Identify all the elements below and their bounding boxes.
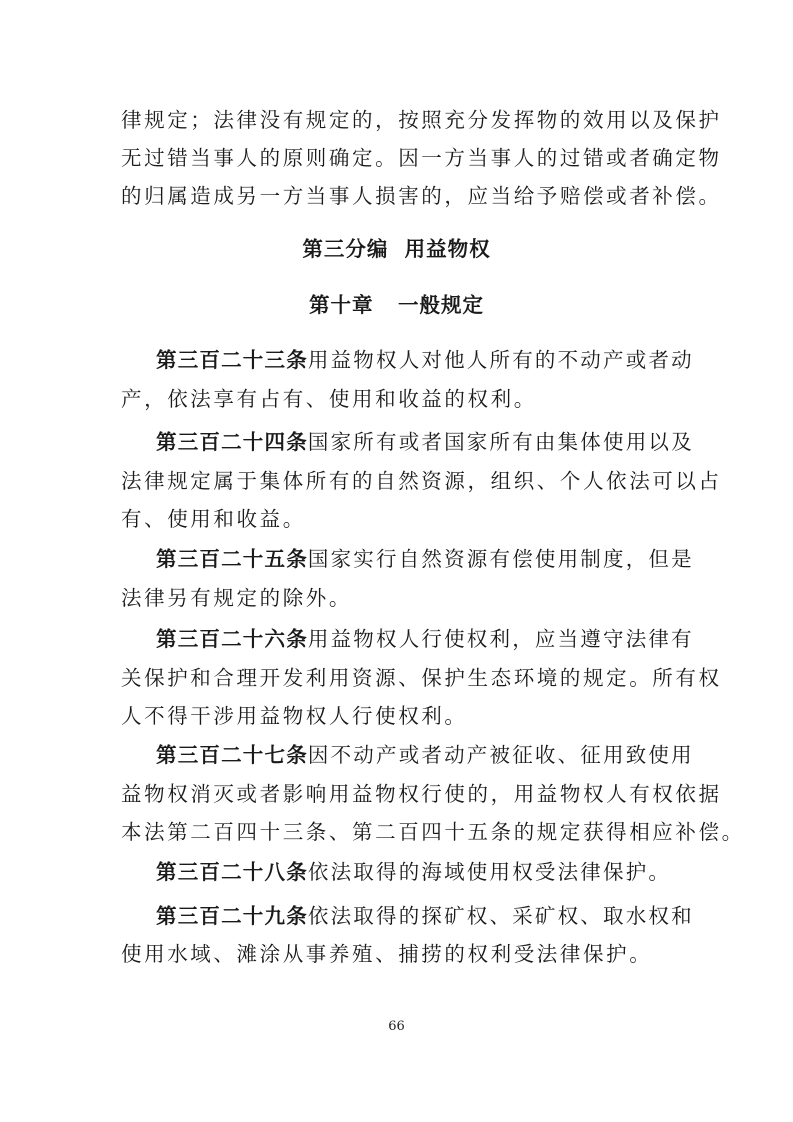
- article-323-line-2: 产，依法享有占有、使用和收益的权利。: [121, 387, 537, 411]
- article-text: 用益物权人对他人所有的不动产或者动: [307, 348, 694, 372]
- article-328-first-line: [156, 858, 681, 886]
- article-text: 用益物权人行使权利，应当遵守法律有: [307, 627, 694, 651]
- article-323-first-line: [156, 346, 694, 374]
- article-325-line-2: 法律另有规定的除外。: [121, 586, 352, 610]
- article-number: 第三百二十七条: [156, 743, 308, 767]
- article-324-line-2: 法律规定属于集体所有的自然资源，组织、个人依法可以占: [121, 469, 722, 493]
- article-text: 国家所有或者国家所有由集体使用以及: [307, 430, 694, 454]
- chapter-heading: 第十章 一般规定: [309, 293, 484, 317]
- article-number: 第三百二十四条: [156, 430, 308, 454]
- article-text: 因不动产或者动产被征收、征用致使用: [307, 743, 694, 767]
- article-text: 国家实行自然资源有偿使用制度，但是: [307, 547, 694, 571]
- article-324-line-3: 有、使用和收益。: [121, 507, 306, 531]
- article-327-first-line: [156, 741, 694, 769]
- continuation-line-3: 的归属造成另一方当事人损害的，应当给予赔偿或者补偿。: [121, 184, 722, 208]
- article-326-first-line: [156, 625, 694, 653]
- article-number: 第三百二十九条: [156, 904, 308, 928]
- part-heading: 第三分编 用益物权: [302, 237, 491, 261]
- article-325-first-line: [156, 545, 694, 573]
- article-327-line-2: 益物权消灭或者影响用益物权行使的，用益物权人有权依据: [121, 782, 722, 806]
- article-text: 依法取得的探矿权、采矿权、取水权和: [307, 904, 694, 928]
- article-329-line-2: 使用水域、滩涂从事养殖、捕捞的权利受法律保护。: [121, 942, 653, 966]
- article-number: 第三百二十三条: [156, 348, 308, 372]
- page-number: 66: [388, 1019, 405, 1034]
- continuation-line-2: 无过错当事人的原则确定。因一方当事人的过错或者确定物: [121, 146, 722, 170]
- article-329-first-line: [156, 902, 694, 930]
- article-number: 第三百二十五条: [156, 547, 308, 571]
- article-number: 第三百二十六条: [156, 627, 308, 651]
- article-324-first-line: [156, 428, 694, 456]
- article-326-line-2: 关保护和合理开发利用资源、保护生态环境的规定。所有权: [121, 666, 722, 690]
- article-326-line-3: 人不得干涉用益物权人行使权利。: [121, 704, 468, 728]
- article-327-line-3: 本法第二百四十三条、第二百四十五条的规定获得相应补偿。: [121, 820, 745, 844]
- continuation-line-1: 律规定；法律没有规定的，按照充分发挥物的效用以及保护: [121, 108, 722, 132]
- article-text: 依法取得的海域使用权受法律保护。: [307, 860, 672, 884]
- article-number: 第三百二十八条: [156, 860, 308, 884]
